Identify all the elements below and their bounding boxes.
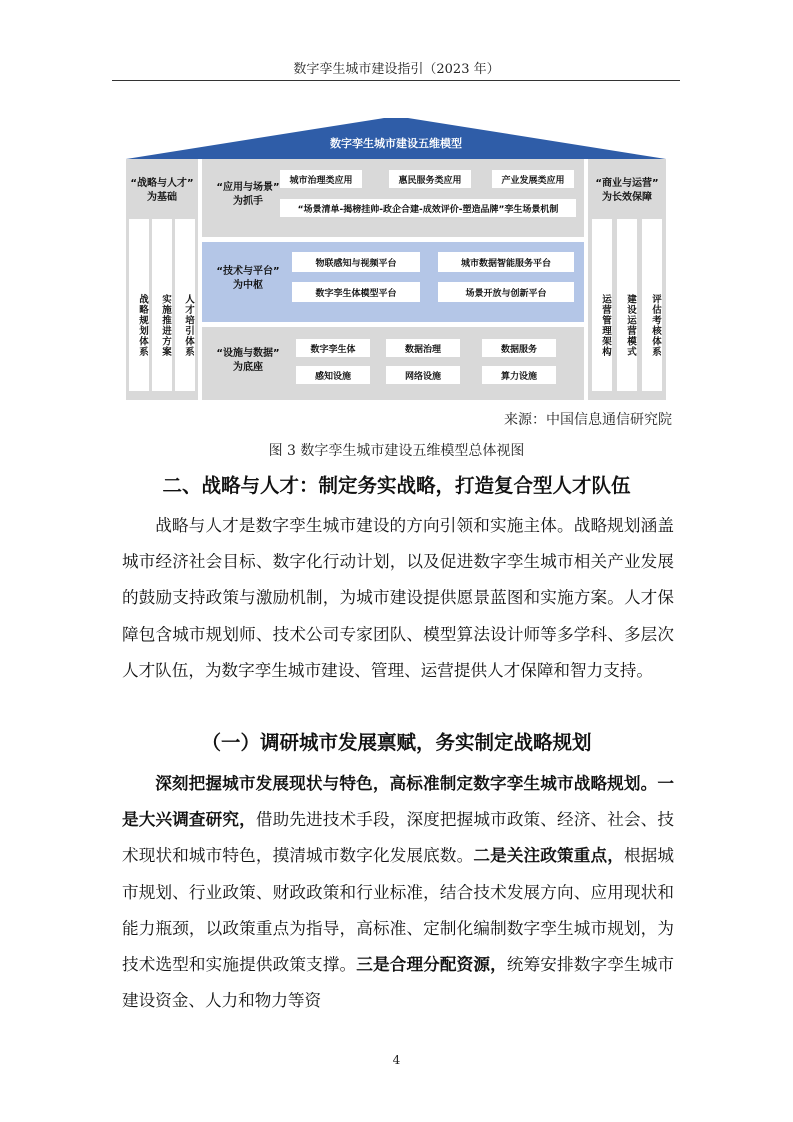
app-scene-mechanism: “场景清单-揭榜挂帅-政企合建-成效评价-塑造品牌”孪生场景机制 [280, 199, 576, 217]
left-pillar-title [126, 177, 198, 205]
infra-item-compute: 算力设施 [482, 366, 556, 384]
app-layer-title-line1: “应用与场景” [216, 182, 280, 193]
paragraph-1: 战略与人才是数字孪生城市建设的方向引领和实施主体。战略规划涵盖城市经济社会目标、数字化行动计划，以及促进数字孪生城市相关产业发展的鼓励支持政策与激励机制，为城市建设提供愿景蓝图和实施方案。人才保障包含城市规划师、技术公司专家团队、模型算法设计师等多学科、多层次人才队伍，为数字孪生城市建设、管理、运营提供人才保障和智力支持。 [122, 516, 674, 680]
figure-source: 来源：中国信息通信研究院 [504, 412, 672, 428]
left-pillar [126, 159, 198, 400]
right-column-3: 评估考核体系 [642, 219, 662, 391]
infra-item-data-service: 数据服务 [482, 339, 556, 357]
right-pillar-title-line2: 为长效保障 [602, 192, 652, 203]
page-number: 4 [392, 1053, 401, 1067]
infra-item-network: 网络设施 [386, 366, 460, 384]
right-pillar-title [588, 177, 666, 205]
left-column-3: 人才培引体系 [175, 219, 195, 391]
tech-layer-title [206, 265, 290, 293]
point-3-heading: 三是合理分配资源， [356, 955, 507, 975]
tech-layer-title-line2: 为中枢 [233, 280, 263, 291]
tech-item-scene-innovation: 场景开放与创新平台 [438, 282, 574, 302]
app-item-industry: 产业发展类应用 [492, 170, 574, 188]
app-item-public-service: 惠民服务类应用 [389, 170, 471, 188]
point-2-text: 根据城市规划、行业政策、财政政策和行业标准，结合技术发展方向、应用现状和能力瓶颈，以政策重点为指导，高标准、定制化编制数字孪生城市规划，为技术选型和实施提供政策支撑。 [122, 846, 675, 975]
point-1-heading: 一是大兴调查研究， [122, 774, 674, 830]
infra-item-data-governance: 数据治理 [386, 339, 460, 357]
right-pillar-title-line1: “商业与运营” [595, 178, 659, 189]
tech-item-data-service: 城市数据智能服务平台 [438, 252, 574, 272]
app-layer-title-line2: 为抓手 [233, 196, 263, 207]
right-pillar [588, 159, 666, 400]
paragraph-2 [122, 766, 674, 1019]
figure-caption: 图 3 数字孪生城市建设五维模型总体视图 [268, 443, 525, 459]
infra-item-sensing: 感知设施 [296, 366, 370, 384]
section-heading: 二、战略与人才：制定务实战略，打造复合型人才队伍 [162, 474, 631, 497]
infra-item-digital-twin: 数字孪生体 [296, 339, 370, 357]
infra-layer-title-line2: 为底座 [233, 362, 263, 373]
app-scene-layer [202, 159, 584, 237]
right-column-2: 建设运营模式 [617, 219, 637, 391]
left-column-2: 实施推进方案 [152, 219, 172, 391]
tech-layer-title-line1: “技术与平台” [216, 266, 280, 277]
left-pillar-title-line2: 为基础 [147, 192, 177, 203]
infra-layer-title [206, 347, 290, 375]
five-dimension-model-diagram [126, 118, 666, 400]
paragraph-2-lead: 深刻把握城市发展现状与特色，高标准制定数字孪生城市战略规划。 [155, 774, 658, 793]
app-item-governance: 城市治理类应用 [280, 170, 362, 188]
tech-platform-layer [202, 242, 584, 322]
point-3-text: 统筹安排数字孪生城市建设资金、人力和物力等资 [122, 955, 675, 1011]
diagram-title: 数字孪生城市建设五维模型 [330, 137, 462, 150]
infra-data-layer [202, 327, 584, 400]
subsection-heading: （一）调研城市发展禀赋，务实制定战略规划 [201, 731, 592, 754]
left-pillar-title-line1: “战略与人才” [130, 178, 194, 189]
tech-item-twin-model: 数字孪生体模型平台 [292, 282, 420, 302]
point-1-text: 借助先进技术手段，深度把握城市政策、经济、社会、技术现状和城市特色，摸清城市数字化发展底数。 [122, 810, 675, 866]
tech-item-iot-video: 物联感知与视频平台 [292, 252, 420, 272]
right-column-1: 运营管理架构 [592, 219, 612, 391]
left-column-1: 战略规划体系 [129, 219, 149, 391]
app-layer-title [206, 181, 290, 209]
header-rule [112, 80, 680, 81]
infra-layer-title-line1: “设施与数据” [216, 348, 280, 359]
point-2-heading: 二是关注政策重点， [473, 846, 624, 866]
running-header: 数字孪生城市建设指引（2023 年） [293, 62, 500, 77]
